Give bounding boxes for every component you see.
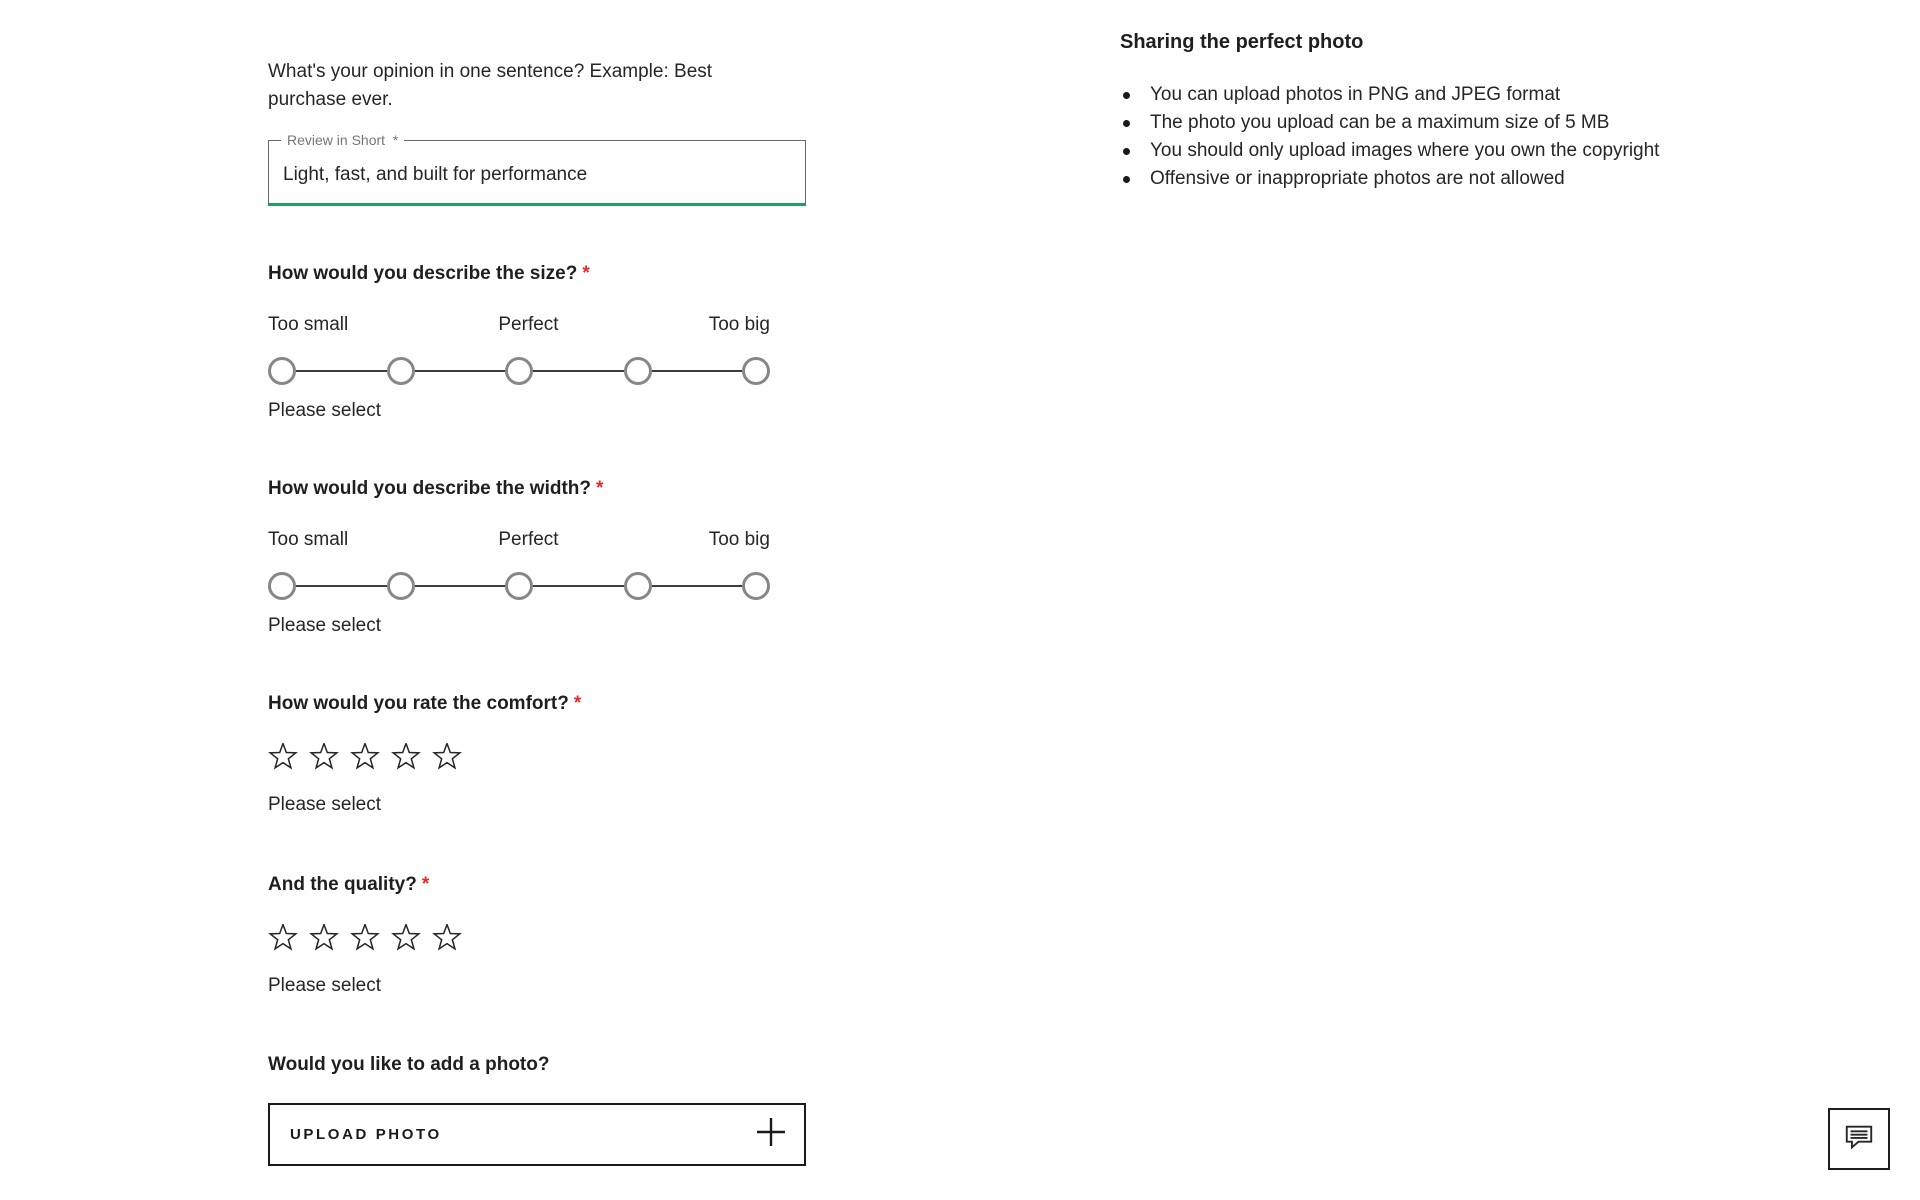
size-label-perfect: Perfect [498, 314, 559, 335]
size-slider-dot-5[interactable] [742, 357, 770, 385]
width-required-mark: * [596, 478, 604, 499]
width-question-heading [268, 477, 806, 500]
review-form-column [268, 0, 806, 1166]
photo-info-item: The photo you upload can be a maximum size of 5 MB [1120, 109, 1740, 137]
opinion-intro-text: What's your opinion in one sentence? Example: Best purchase ever. [268, 61, 713, 110]
upload-photo-button[interactable] [268, 1103, 806, 1166]
comfort-star-1-icon[interactable] [268, 743, 298, 773]
size-slider-line [415, 370, 506, 372]
width-slider-dot-3[interactable] [505, 572, 533, 600]
size-slider [268, 357, 770, 385]
width-label-too-small: Too small [268, 529, 349, 550]
comfort-star-3-icon[interactable] [350, 743, 380, 773]
photo-question-heading: Would you like to add a photo? [268, 1054, 550, 1075]
quality-question-heading [268, 873, 806, 896]
size-helper-text: Please select [268, 400, 382, 421]
width-slider-line [533, 585, 624, 587]
width-slider-line [415, 585, 506, 587]
quality-star-4-icon[interactable] [391, 924, 421, 954]
comfort-star-rating [268, 743, 806, 773]
size-label-too-small: Too small [268, 314, 349, 335]
photo-info-list [1120, 81, 1740, 193]
size-required-mark: * [582, 263, 590, 284]
review-in-short-required-mark: * [392, 132, 399, 148]
chat-bubble-icon [1843, 1122, 1875, 1157]
width-slider-dot-1[interactable] [268, 572, 296, 600]
comfort-question-text: How would you rate the comfort? [268, 693, 569, 714]
size-slider-dot-3[interactable] [505, 357, 533, 385]
width-helper-text: Please select [268, 615, 382, 636]
comfort-helper-text: Please select [268, 794, 382, 815]
width-slider [268, 572, 770, 600]
quality-star-2-icon[interactable] [309, 924, 339, 954]
size-slider-dot-4[interactable] [624, 357, 652, 385]
review-in-short-field [268, 132, 806, 206]
review-in-short-label-text: Review in Short [287, 132, 386, 148]
size-slider-dot-2[interactable] [387, 357, 415, 385]
photo-info-item: Offensive or inappropriate photos are not allowed [1120, 165, 1740, 193]
width-label-perfect: Perfect [498, 529, 559, 550]
photo-info-panel [1120, 30, 1740, 193]
size-label-too-big: Too big [708, 314, 770, 335]
chat-button[interactable] [1828, 1108, 1890, 1170]
plus-icon [756, 1117, 786, 1152]
width-question-text: How would you describe the width? [268, 478, 592, 499]
size-slider-dot-1[interactable] [268, 357, 296, 385]
size-slider-line [652, 370, 743, 372]
width-slider-dot-2[interactable] [387, 572, 415, 600]
comfort-star-4-icon[interactable] [391, 743, 421, 773]
width-slider-line [652, 585, 743, 587]
upload-photo-button-label: UPLOAD PHOTO [290, 1126, 442, 1143]
comfort-star-2-icon[interactable] [309, 743, 339, 773]
review-in-short-label [281, 132, 404, 149]
width-label-too-big: Too big [708, 529, 770, 550]
size-slider-line [296, 370, 387, 372]
size-slider-line [533, 370, 624, 372]
comfort-star-5-icon[interactable] [432, 743, 462, 773]
quality-star-3-icon[interactable] [350, 924, 380, 954]
width-slider-line [296, 585, 387, 587]
quality-star-1-icon[interactable] [268, 924, 298, 954]
comfort-required-mark: * [573, 693, 582, 714]
comfort-question-heading [268, 692, 806, 715]
size-question-text: How would you describe the size? [268, 263, 578, 284]
quality-helper-text: Please select [268, 975, 382, 996]
photo-info-item: You can upload photos in PNG and JPEG format [1120, 81, 1740, 109]
photo-info-item: You should only upload images where you own the copyright [1120, 137, 1740, 165]
size-question-heading [268, 262, 806, 285]
quality-star-rating [268, 924, 806, 954]
review-in-short-input[interactable] [269, 141, 805, 203]
width-scale-labels [268, 529, 770, 551]
quality-required-mark: * [421, 874, 430, 895]
quality-star-5-icon[interactable] [432, 924, 462, 954]
photo-info-title: Sharing the perfect photo [1120, 31, 1364, 53]
width-slider-dot-4[interactable] [624, 572, 652, 600]
quality-question-text: And the quality? [268, 874, 417, 895]
size-scale-labels [268, 314, 770, 336]
width-slider-dot-5[interactable] [742, 572, 770, 600]
